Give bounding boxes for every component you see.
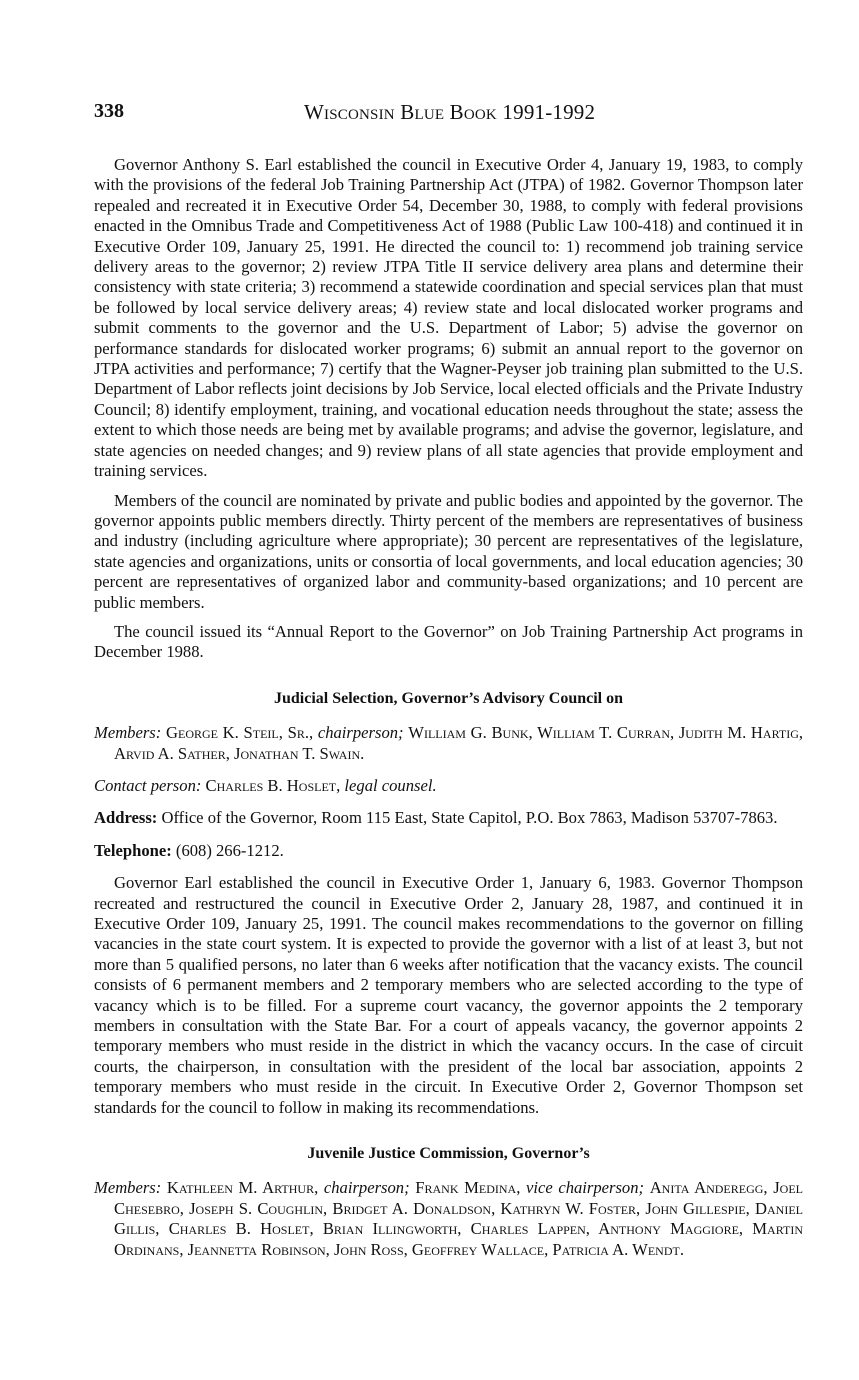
members-list: William G. Bunk, William T. Curran, Judith M. Hartig, Arvid A. Sather, Jonathan T. Swain. [114, 723, 804, 763]
jtpa-paragraph-1: Governor Anthony S. Earl established the council in Executive Order 4, January 19, 1983, to comply with the provisions of the federal Job Training Partnership Act (JTPA) of 1982. Governor Thompson later repealed and recreated it in Executive Order 54, December 30, 1988, to comply with federal provisions enacted in the Omnibus Trade and Competitiveness Act of 1988 (Public Law 100-418) and continued it in Executive Order 109, January 25, 1991. He directed the council to: 1) recommend job training service delivery areas to the governor; 2) review JTPA Title II service delivery area plans and determine their consistency with state criteria; 3) recommend a statewide coordination and special services plan that must be followed by local service delivery areas; 4) review state and local dislocated worker programs and submit comments to the governor and the U.S. Department of Labor; 5) advise the governor on performance standards for dislocated worker programs; 6) submit an annual report to the governor on JTPA activities and performance; 7) certify that the Wagner-Peyser job training plan submitted to the U.S. Department of Labor reflects joint decisions by Job Service, local elected officials and the Private Industry Council; 8) identify employment, training, and vocational education needs throughout the state; assess the extent to which those needs are being met by available programs; and advise the governor, legislature, and state agencies on needed changes; and 9) review plans of all state agencies that provide employment and training services. [94, 155, 803, 481]
jtpa-paragraph-3: The council issued its “Annual Report to the Governor” on Job Training Partnership Act programs in December 1988. [94, 621, 803, 662]
vice-chair-name: Frank Medina, [415, 1178, 521, 1198]
contact-label: Contact person: [94, 775, 202, 795]
contact-name: Charles B. Hoslet, [205, 775, 341, 795]
telephone-label: Telephone: [94, 840, 172, 860]
chair-name: George K. Steil, Sr., [166, 723, 314, 743]
juvenile-justice-heading: Juvenile Justice Commission, Governor’s [307, 1145, 590, 1163]
address-label: Address: [94, 808, 158, 828]
chair-name: Kathleen M. Arthur, [166, 1178, 319, 1198]
members-label: Members: [94, 1178, 162, 1198]
address-value: Office of the Governor, Room 115 East, State Capitol, P.O. Box 7863, Madison 53707-7863. [161, 808, 778, 828]
members-list: Anita Anderegg, Joel Chesebro, Joseph S. Coughlin, Bridget A. Donaldson, Kathryn W. Foster, John Gillespie, Daniel Gillis, Charles B. Hoslet, Brian Illingworth, Charles Lappen, Anthony Maggiore, Martin Ordinans, Jeannetta Robinson, John Ross, Geoffrey Wallace, Patricia A. Wendt. [114, 1178, 803, 1259]
judicial-members [94, 723, 803, 764]
telephone-value: (608) 266-1212. [175, 840, 284, 860]
judicial-description: Governor Earl established the council in Executive Order 1, January 6, 1983. Governor Thompson recreated and restructured the council in Executive Order 2, January 28, 1987, and continued it in Executive Order 109, January 25, 1991. The council makes recommendations to the governor on filling vacancies in the state court system. It is expected to provide the governor with a list of at least 3, but not more than 5 qualified persons, no later than 6 weeks after notification that the vacancy exists. The council consists of 6 permanent members and 2 temporary members who are selected according to the type of vacancy which is to be filled. For a supreme court vacancy, the governor appoints the 2 temporary members in consultation with the State Bar. For a court of appeals vacancy, the governor appoints 2 temporary members who must reside in the district in which the vacancy occurs. In the case of circuit courts, the chairperson, in consultation with the president of the local bar association, appoints 2 temporary members who must reside in the circuit. In Executive Order 2, Governor Thompson set standards for the council to follow in making its recommendations. [94, 873, 803, 1117]
jtpa-paragraph-2: Members of the council are nominated by private and public bodies and appointed by the governor. The governor appoints public members directly. Thirty percent of the members are representatives of business and industry (including agriculture where appropriate); 30 percent are representatives of the legislature, state agencies and organizations, units or consortia of local governments, and local education agencies; 30 percent are representatives of organized labor and community-based organizations; and 10 percent are public members. [94, 490, 803, 612]
page-header [94, 100, 803, 132]
chair-role: chairperson; [323, 1178, 410, 1198]
judicial-selection-heading: Judicial Selection, Governor’s Advisory Council on [273, 689, 624, 707]
judicial-contact [94, 776, 803, 796]
members-label: Members: [94, 723, 162, 743]
running-title: Wisconsin Blue Book 1991-1992 [304, 100, 596, 124]
contact-role: legal counsel. [344, 775, 437, 795]
page-number: 338 [94, 100, 124, 122]
judicial-telephone [94, 841, 803, 861]
page-content [94, 155, 803, 1272]
juvenile-members [94, 1178, 803, 1260]
judicial-address [94, 808, 803, 828]
vice-chair-role: vice chairperson; [525, 1178, 645, 1198]
chair-role: chairperson; [317, 723, 404, 743]
